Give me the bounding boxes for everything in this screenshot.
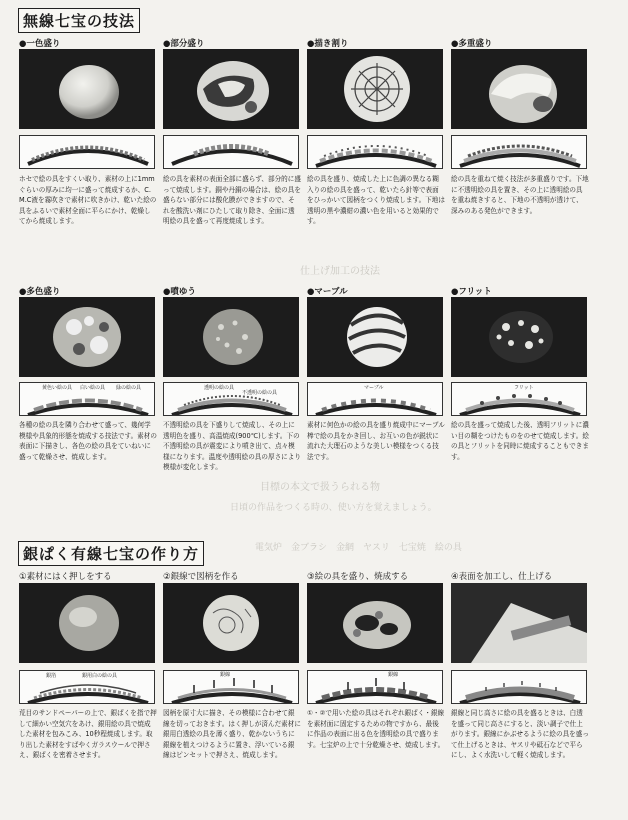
photo-kakiwari	[307, 49, 443, 129]
diagram-step3	[307, 670, 443, 704]
diagram-funyu	[163, 382, 299, 416]
photo-bubun	[163, 49, 299, 129]
diagram-label: 緑の絵の具	[116, 385, 142, 391]
technique-heading: ●多重盛り	[451, 39, 493, 49]
technique-heading: ●描き割り	[307, 39, 349, 49]
diagram-label: マーブル	[364, 385, 384, 391]
technique-caption: 不透明絵の具を下盛りして焼成し、その上に透明色を盛り、高温焼成(900℃)します。下の不透明絵の具が震変により噴き出て、点々模様になります。温度や透明絵の具の厚さにより模様が変化します。	[163, 421, 301, 472]
diagram-marble	[307, 382, 443, 416]
step-heading: ③絵の具を盛り、焼成する	[307, 572, 409, 582]
diagram-label: フリット	[514, 385, 534, 391]
diagram-label: 銀箔	[46, 673, 57, 679]
diagram-step2	[163, 670, 299, 704]
technique-heading: ●部分盛り	[163, 39, 205, 49]
diagram-bubun	[163, 135, 299, 169]
diagram-label: 銀線	[220, 672, 231, 678]
technique-heading: ●一色盛り	[19, 39, 61, 49]
photo-frit	[451, 297, 587, 377]
diagram-label: 透明の絵の具	[204, 385, 235, 391]
photo-marble	[307, 297, 443, 377]
technique-caption: 絵の具を素材の表面全部に盛らず、部分的に盛って焼成します。銅や丹銅の場合は、絵の具を盛らない部分には酸化膜ができますので、それを酸洗い剤にひたして取り除き、全面に透明絵の具を盛って再度焼成します。	[163, 175, 301, 226]
ghost-text: 仕上げ加工の技法	[300, 266, 380, 277]
photo-isshoku	[19, 49, 155, 129]
technique-caption: 各種の絵の具を隣り合わせて盛って、幾何学模様や具象的形態を焼成する技法です。素材の表面に下描きし、各色の絵の具をていねいに盛って乾燥させ、焼成します。	[19, 421, 157, 461]
diagram-label: 銀用白の絵の具	[82, 673, 118, 679]
step-caption: 銀線と同じ高さに絵の具を盛るときは、白透を盛って同じ高さにすると、淡い調子で仕上がります。銀線にかぶせるように絵の具を盛って仕上げるときは、ヤスリや砥石などで平らにし、よく水洗いして軽く焼成します。	[451, 709, 589, 760]
step-caption: 図柄を原寸大に描き、その模様に合わせて銀線を切っておきます。はく押しが済んだ素材に銀用白透絵の具を薄く盛り、乾かないうちに銀線を植えつけるように置き、浮いている銀線はピンセットで押さえ、焼成します。	[163, 709, 301, 760]
ghost-text: 日頃の作品をつくる時の、使い方を覚えましょう。	[230, 503, 437, 513]
diagram-tajuu	[451, 135, 587, 169]
step-heading: ①素材にはく押しをする	[19, 572, 112, 582]
diagram-label: 不透明の絵の具	[242, 390, 278, 396]
ghost-text: 目標の本文で扱うられる物	[260, 482, 380, 493]
photo-tajuu	[451, 49, 587, 129]
technique-caption: ホセで絵の具をすくい取り、素材の上に1mmぐらいの厚みに均一に盛って焼成するか、C.M.C液を霧吹きで素材に吹きかけ、乾いた絵の具をふるいで素材全面に平らにかけ、乾燥してから焼成します。	[19, 175, 157, 226]
step-caption: ①・②で用いた絵の具はそれぞれ銀ぱく・銀線を素材面に固定するための物ですから、最後に作品の表面に出る色を透明絵の具で盛ります。七宝炉の上で十分乾燥させ、焼成します。	[307, 709, 445, 749]
technique-heading: ●噴ゆう	[163, 287, 196, 297]
diagram-frit	[451, 382, 587, 416]
photo-tashoku	[19, 297, 155, 377]
step-heading: ④表面を加工し、仕上げる	[451, 572, 553, 582]
technique-caption: 絵の具を重ねて焼く技法が多重盛りです。下地に不透明絵の具を置き、その上に透明絵の具を重ね焼きすると、下地の不透明が透けて、深みのある発色ができます。	[451, 175, 589, 215]
step-heading: ②銀線で図柄を作る	[163, 572, 239, 582]
photo-step4	[451, 583, 587, 663]
diagram-step1	[19, 670, 155, 704]
technique-caption: 絵の具を盛って焼成した後、透明フリットに濃い目の糊をつけたものをのせて焼成します。絵の具とフリットを同時に焼成することもできます。	[451, 421, 589, 461]
diagram-step4	[451, 670, 587, 704]
photo-step2	[163, 583, 299, 663]
photo-step3	[307, 583, 443, 663]
diagram-tashoku	[19, 382, 155, 416]
section-title: 無線七宝の技法	[18, 8, 140, 33]
diagram-kakiwari	[307, 135, 443, 169]
technique-heading: ●マーブル	[307, 287, 348, 297]
technique-heading: ●フリット	[451, 287, 492, 297]
section-title: 銀ぱく有線七宝の作り方	[18, 541, 204, 566]
technique-heading: ●多色盛り	[19, 287, 61, 297]
photo-funyu	[163, 297, 299, 377]
step-caption: 荒目のサンドペーパーの上で、銀ぱくを指で押して細かい空気穴をあけ、銀用絵の具で焼成した素材を包みこみ、10秒程焼成します。取り出した素材をすばやくガラスウールで押さえ、銀ぱくを密着させます。	[19, 709, 157, 760]
diagram-label: 白い絵の具	[80, 385, 106, 391]
diagram-isshoku	[19, 135, 155, 169]
diagram-label: 銀線	[388, 672, 399, 678]
ghost-text: 電気炉 金ブラシ 金網 ヤスリ 七宝焼 絵の具	[255, 543, 462, 553]
photo-step1	[19, 583, 155, 663]
technique-caption: 素材に何色かの絵の具を盛り焼成中にマーブル棒で絵の具をかき回し、お互いの色が鋭状に流れた大理石のような美しい模様をつくる技法です。	[307, 421, 445, 461]
diagram-label: 黄色い絵の具	[42, 385, 73, 391]
technique-caption: 絵の具を盛り、焼成した上に色調の異なる糊入りの絵の具を盛って、乾いたら針等で表面をひっかいて図柄をつくり焼成します。下地は透明の黒や濃紺の濃い色を用いると効果的です。	[307, 175, 445, 226]
